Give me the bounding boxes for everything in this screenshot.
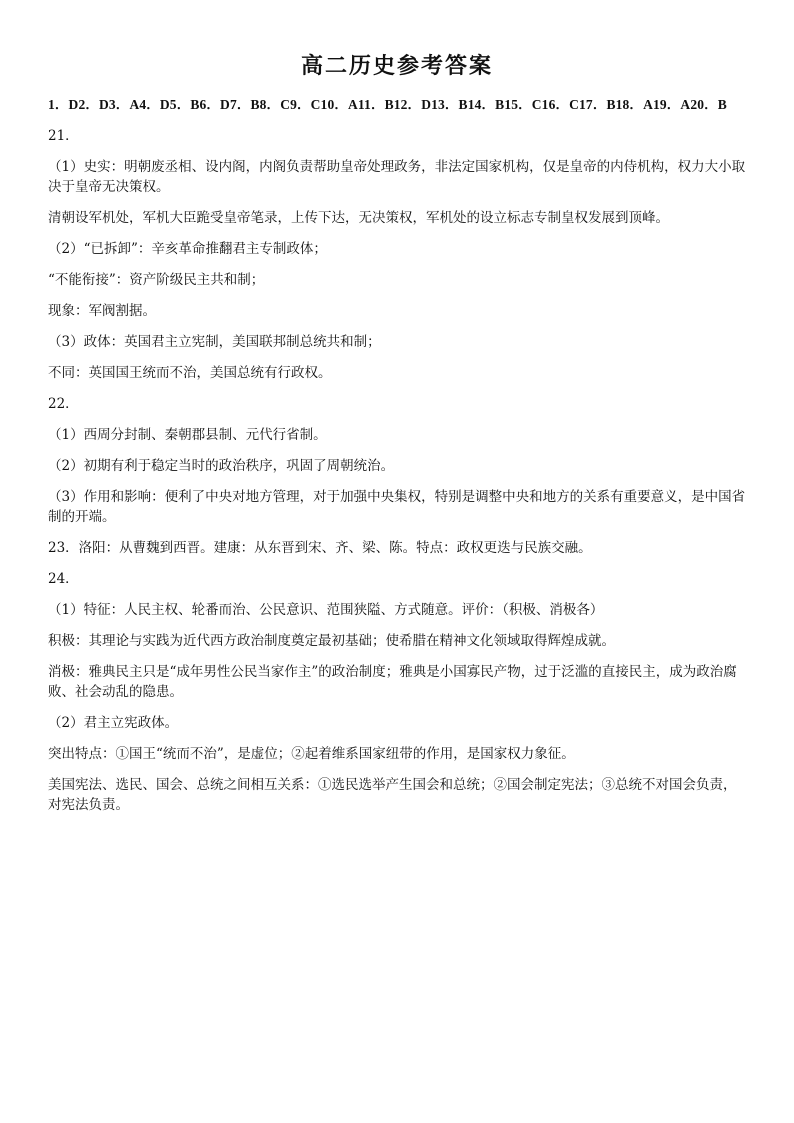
q21-part2-line1: （2）“已拆卸”：辛亥革命推翻君主专制政体； [48,241,327,257]
q21-part2-line3: 现象：军阀割据。 [48,303,156,319]
q24-part2: （2）君主立宪政体。 [48,715,179,731]
q22-part2: （2）初期有利于稳定当时的政治秩序，巩固了周朝统治。 [48,458,395,474]
question-22-number: 22． [48,396,79,412]
question-23-answer: 23．洛阳：从曹魏到西晋。建康：从东晋到宋、齐、梁、陈。特点：政权更迭与民族交融。 [48,540,592,556]
page-title: 高二历史参考答案 [300,54,493,79]
q21-part1-qing-text: 清朝设军机处，军机大臣跪受皇帝笔录，上传下达，无决策权，军机处的设立标志专制皇权发展到顶峰。 [48,210,669,226]
q21-part3-line2: 不同：英国国王统而不治，美国总统有行政权。 [48,365,332,381]
q21-part3-line1: （3）政体：英国君主立宪制，美国联邦制总统共和制； [48,334,381,350]
q22-part3: （3）作用和影响：便利了中央对地方管理，对于加强中央集权，特别是调整中央和地方的关系有重要意义，是中国省制的开端。 [48,489,746,525]
q24-part1: （1）特征：人民主权、轮番而治、公民意识、范围狭隘、方式随意。评价：（积极、消极各） [48,602,604,618]
q21-part2-line2: “不能衔接”：资产阶级民主共和制； [48,272,265,288]
answer-sheet [48,52,746,826]
question-24-number: 24． [48,571,79,587]
q21-part1-text: （1）史实：明朝废丞相、设内阁，内阁负责帮助皇帝处理政务，非法定国家机构，仅是皇帝的内侍机构，权力大小取决于皇帝无决策权。 [48,159,746,195]
question-21-number: 21． [48,128,79,144]
choice-answers: 1．D2．D3．A4．D5．B6．D7．B8．C9．C10．A11．B12．D13．B14．B15．C16．C17．B18．A19．A20．B [48,97,727,112]
q22-part1: （1）西周分封制、秦朝郡县制、元代行省制。 [48,427,327,443]
q24-features: 突出特点：①国王“统而不治”，是虚位；②起着维系国家纽带的作用，是国家权力象征。 [48,746,575,762]
q24-us-relations: 美国宪法、选民、国会、总统之间相互关系：①选民选举产生国会和总统；②国会制定宪法；③总统不对国会负责，对宪法负责。 [48,777,737,813]
q24-positive: 积极：其理论与实践为近代西方政治制度奠定最初基础；使希腊在精神文化领域取得辉煌成就。 [48,633,615,649]
q24-negative: 消极：雅典民主只是“成年男性公民当家作主”的政治制度；雅典是小国寡民产物，过于泛滥的直接民主，成为政治腐败、社会动乱的隐患。 [48,664,737,700]
